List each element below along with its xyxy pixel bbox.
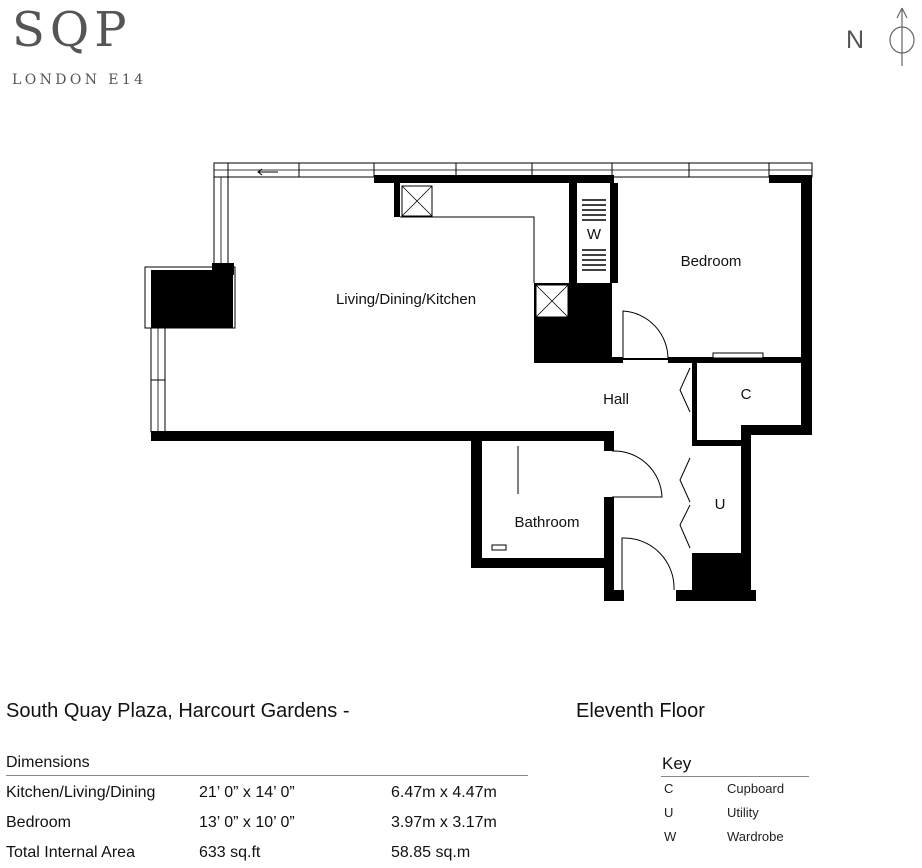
dimensions-divider — [6, 775, 528, 776]
label-cupboard: C — [740, 386, 752, 403]
north-label: N — [846, 26, 865, 54]
brand-logo: SQP — [12, 2, 132, 58]
wall-corner — [212, 263, 234, 275]
sink-icon — [402, 186, 432, 216]
dimension-metric: 3.97m x 3.17m — [391, 814, 497, 831]
floor-name: Eleventh Floor — [576, 700, 705, 722]
label-utility: U — [714, 496, 726, 513]
key-meaning: Cupboard — [727, 781, 785, 796]
doors — [492, 311, 763, 590]
key-meaning: Wardrobe — [727, 829, 784, 844]
key-divider — [661, 776, 809, 777]
dimension-metric: 6.47m x 4.47m — [391, 784, 497, 801]
label-hall: Hall — [603, 391, 629, 408]
label-living: Living/Dining/Kitchen — [335, 291, 477, 308]
dimension-imperial: 633 sq.ft — [199, 844, 261, 861]
window-strip — [214, 163, 812, 177]
key-item — [664, 781, 864, 801]
dimension-imperial: 21’ 0” x 14’ 0” — [199, 784, 295, 801]
dimension-row — [6, 784, 536, 808]
key-code: U — [664, 805, 674, 820]
dimension-imperial: 13’ 0” x 10’ 0” — [199, 814, 295, 831]
key-heading: Key — [662, 754, 692, 773]
dimension-metric: 58.85 sq.m — [391, 844, 471, 861]
dimension-row — [6, 844, 536, 868]
riser-block — [151, 270, 233, 328]
key-code: W — [664, 829, 677, 844]
label-bedroom: Bedroom — [680, 253, 742, 270]
key-code: C — [664, 781, 674, 796]
dimension-room: Bedroom — [6, 814, 71, 831]
kitchen-counter — [400, 217, 534, 283]
label-wardrobe: W — [586, 226, 602, 243]
brand-location: LONDON E14 — [12, 72, 147, 88]
label-bathroom: Bathroom — [514, 514, 580, 531]
dimension-room: Kitchen/Living/Dining — [6, 784, 156, 801]
dimension-row — [6, 814, 536, 838]
key-item — [664, 829, 864, 849]
dimension-room: Total Internal Area — [6, 844, 135, 861]
key-meaning: Utility — [727, 805, 759, 820]
property-title: South Quay Plaza, Harcourt Gardens - — [6, 700, 350, 722]
dimensions-heading: Dimensions — [6, 754, 90, 771]
walls — [151, 175, 812, 601]
hob-icon — [536, 285, 568, 317]
key-item — [664, 805, 864, 825]
